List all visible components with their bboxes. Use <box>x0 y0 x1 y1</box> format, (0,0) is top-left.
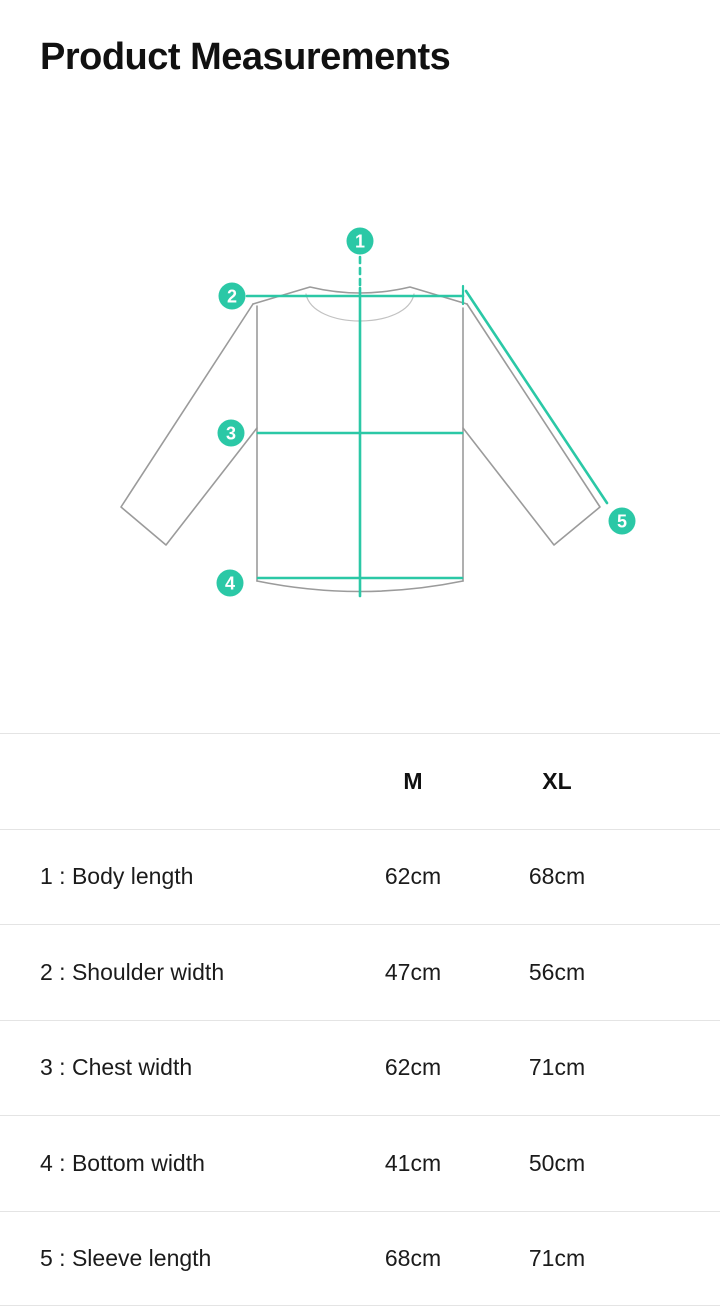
marker-number-4: 4 <box>224 573 236 594</box>
measurements-table <box>0 733 720 1306</box>
table-row <box>0 1020 720 1116</box>
column-header-m: M <box>403 767 423 794</box>
value-chest-width-xl: 71cm <box>528 1054 586 1081</box>
marker-badge-1 <box>347 228 374 255</box>
table-row <box>0 924 720 1020</box>
measurement-lines <box>247 257 607 596</box>
row-label-body-length: 1 : Body length <box>40 863 194 890</box>
page-title: Product Measurements <box>40 36 451 78</box>
value-sleeve-length-xl: 71cm <box>528 1244 586 1271</box>
marker-badge-2 <box>219 283 246 310</box>
marker-number-5: 5 <box>616 511 628 532</box>
value-shoulder-width-xl: 56cm <box>528 958 586 985</box>
row-label-shoulder-width: 2 : Shoulder width <box>40 958 225 985</box>
marker-number-2: 2 <box>226 286 238 307</box>
shirt-right-sleeve <box>463 304 600 545</box>
row-label-chest-width: 3 : Chest width <box>40 1054 193 1081</box>
column-header-xl: XL <box>542 767 572 794</box>
marker-badge-5 <box>609 508 636 535</box>
marker-badge-4 <box>217 570 244 597</box>
value-sleeve-length-m: 68cm <box>384 1244 442 1271</box>
row-label-bottom-width: 4 : Bottom width <box>40 1149 205 1176</box>
marker-badges <box>217 228 636 597</box>
value-chest-width-m: 62cm <box>384 1054 442 1081</box>
table-row <box>0 1115 720 1211</box>
table-row <box>0 829 720 925</box>
measure-line-sleeve-length <box>466 291 607 503</box>
row-label-sleeve-length: 5 : Sleeve length <box>40 1244 212 1271</box>
marker-badge-3 <box>218 420 245 447</box>
table-row <box>0 1211 720 1307</box>
value-shoulder-width-m: 47cm <box>384 958 442 985</box>
table-header-row <box>0 733 720 829</box>
marker-number-3: 3 <box>225 423 237 444</box>
value-body-length-m: 62cm <box>384 863 442 890</box>
marker-number-1: 1 <box>354 231 366 252</box>
value-bottom-width-xl: 50cm <box>528 1149 586 1176</box>
value-body-length-xl: 68cm <box>528 863 586 890</box>
value-bottom-width-m: 41cm <box>384 1149 442 1176</box>
